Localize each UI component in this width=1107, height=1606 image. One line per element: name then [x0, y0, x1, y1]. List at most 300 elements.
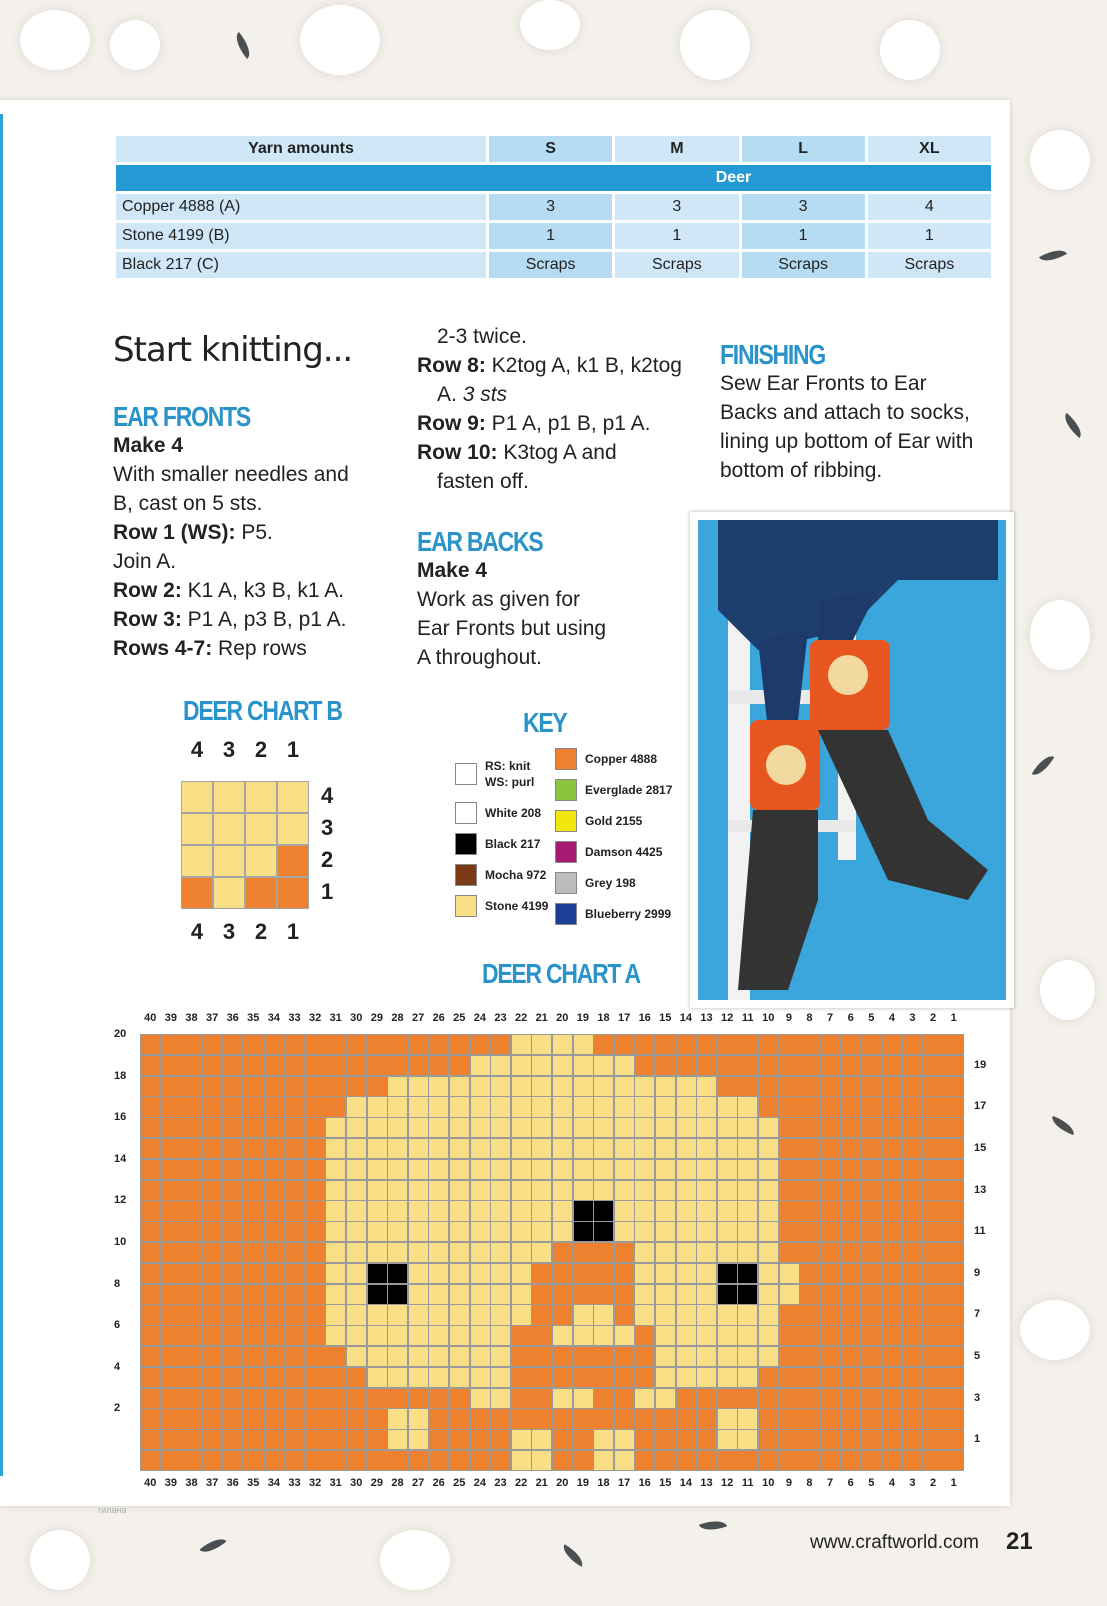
chart-a-cell — [593, 1138, 614, 1159]
chart-a-cell — [902, 1200, 923, 1221]
key-swatch — [555, 779, 577, 801]
chart-a-cell — [840, 1076, 861, 1097]
ear-fronts-section — [113, 402, 383, 663]
chart-a-cell — [428, 1346, 449, 1367]
chart-a-cell — [181, 1242, 202, 1263]
chart-a-cell — [634, 1138, 655, 1159]
chart-a-cell — [305, 1096, 326, 1117]
chart-a-col-label: 3 — [909, 1012, 916, 1024]
key-label — [485, 836, 540, 852]
chart-b-cell — [245, 813, 277, 845]
chart-a-col-label: 19 — [576, 1476, 590, 1489]
chart-a-cell — [428, 1180, 449, 1201]
chart-a-cell — [676, 1408, 697, 1429]
chart-a-cell — [531, 1429, 552, 1450]
chart-a-col-label: 23 — [494, 1476, 507, 1489]
table-cell: Scraps — [868, 252, 991, 278]
chart-a-cell — [840, 1138, 861, 1159]
chart-a-cell — [840, 1117, 861, 1138]
chart-a-cell — [840, 1159, 861, 1180]
chart-a-cell — [943, 1138, 964, 1159]
chart-a-cell — [573, 1200, 594, 1221]
chart-a-cell — [717, 1263, 738, 1284]
chart-a-cell — [346, 1159, 367, 1180]
chart-a-cell — [511, 1450, 532, 1471]
chart-a-cell — [758, 1034, 779, 1055]
chart-a-cell — [428, 1263, 449, 1284]
chart-a-cell — [346, 1450, 367, 1471]
chart-a-cell — [779, 1450, 800, 1471]
chart-a-cell — [140, 1221, 161, 1242]
chart-a-col-label: 37 — [205, 1012, 219, 1024]
chart-b-row-label: 1 — [321, 879, 334, 904]
chart-a-cell — [449, 1367, 470, 1388]
yarn-amounts-table — [113, 133, 994, 281]
chart-a-cell — [614, 1138, 635, 1159]
chart-a-cell — [325, 1325, 346, 1346]
chart-a-cell — [346, 1346, 367, 1367]
chart-a-cell — [243, 1367, 264, 1388]
chart-a-cell — [531, 1096, 552, 1117]
chart-a-cell — [593, 1304, 614, 1325]
chart-a-cell — [346, 1242, 367, 1263]
chart-a-cell — [902, 1367, 923, 1388]
chart-a-cell — [511, 1242, 532, 1263]
chart-a-cell — [676, 1221, 697, 1242]
chart-a-cell — [593, 1180, 614, 1201]
chart-a-cell — [902, 1138, 923, 1159]
chart-a-cell — [222, 1159, 243, 1180]
chart-a-cell — [717, 1346, 738, 1367]
chart-a-cell — [614, 1284, 635, 1305]
chart-a-col-label: 7 — [827, 1476, 834, 1489]
key-item — [455, 758, 534, 790]
chart-a-cell — [882, 1450, 903, 1471]
chart-a-cell — [552, 1325, 573, 1346]
chart-a-cell — [428, 1325, 449, 1346]
chart-a-cell — [758, 1304, 779, 1325]
chart-a-cell — [861, 1325, 882, 1346]
chart-a-cell — [840, 1096, 861, 1117]
chart-a-cell — [367, 1034, 388, 1055]
chart-a-cell — [634, 1117, 655, 1138]
chart-b-col-label: 1 — [286, 919, 300, 944]
chart-a-cell — [593, 1200, 614, 1221]
chart-a-cell — [861, 1221, 882, 1242]
chart-a-cell — [470, 1180, 491, 1201]
chart-a-cell — [531, 1180, 552, 1201]
chart-a-cell — [161, 1055, 182, 1076]
chart-a-cell — [696, 1304, 717, 1325]
chart-a-cell — [222, 1388, 243, 1409]
chart-a-cell — [779, 1263, 800, 1284]
chart-a-cell — [161, 1096, 182, 1117]
chart-a-cell — [923, 1034, 944, 1055]
chart-a-cell — [634, 1180, 655, 1201]
chart-a-cell — [449, 1138, 470, 1159]
chart-a-cell — [161, 1408, 182, 1429]
chart-a-cell — [470, 1450, 491, 1471]
chart-a-col-label: 21 — [535, 1476, 548, 1489]
chart-a-cell — [573, 1408, 594, 1429]
key-item — [455, 864, 546, 886]
key-swatch — [555, 841, 577, 863]
chart-a-cell — [717, 1034, 738, 1055]
chart-a-cell — [552, 1429, 573, 1450]
chart-a-cell — [861, 1138, 882, 1159]
chart-a-cell — [943, 1096, 964, 1117]
chart-a-cell — [799, 1388, 820, 1409]
chart-a-cell — [799, 1408, 820, 1429]
table-cell: 1 — [742, 223, 865, 249]
key-item — [555, 748, 657, 770]
chart-a-cell — [799, 1159, 820, 1180]
chart-a-cell — [305, 1325, 326, 1346]
chart-a-cell — [861, 1346, 882, 1367]
chart-a-cell — [779, 1138, 800, 1159]
chart-a-cell — [305, 1242, 326, 1263]
chart-b-cell — [213, 877, 245, 909]
key-label — [585, 782, 672, 798]
chart-a-cell — [717, 1429, 738, 1450]
chart-a-cell — [840, 1034, 861, 1055]
row-text: With smaller needles and — [113, 463, 349, 486]
chart-a-cell — [737, 1325, 758, 1346]
instruction-line — [417, 380, 707, 409]
chart-a-row-label: 2 — [114, 1402, 121, 1415]
chart-a-cell — [325, 1388, 346, 1409]
chart-a-cell — [284, 1055, 305, 1076]
chart-a-cell — [243, 1263, 264, 1284]
chart-a-cell — [408, 1304, 429, 1325]
chart-a-cell — [181, 1034, 202, 1055]
row-label: Row 3: — [113, 608, 182, 631]
chart-a-col-label: 12 — [720, 1476, 734, 1489]
chart-a-cell — [531, 1055, 552, 1076]
chart-a-cell — [655, 1076, 676, 1097]
chart-a-cell — [264, 1221, 285, 1242]
chart-a-cell — [923, 1284, 944, 1305]
chart-a-cell — [222, 1263, 243, 1284]
finishing-line: Sew Ear Fronts to Ear — [720, 372, 927, 395]
chart-a-col-label: 11 — [741, 1012, 754, 1024]
chart-a-cell — [552, 1367, 573, 1388]
key-label-text: WS: purl — [485, 775, 535, 789]
table-cell: 1 — [489, 223, 612, 249]
chart-a-cell — [305, 1263, 326, 1284]
key-item — [555, 872, 636, 894]
chart-a-cell — [305, 1450, 326, 1471]
chart-a-cell — [552, 1221, 573, 1242]
chart-a-cell — [284, 1429, 305, 1450]
key-swatch — [455, 895, 477, 917]
chart-a-cell — [325, 1117, 346, 1138]
chart-a-cell — [284, 1388, 305, 1409]
chart-a-cell — [428, 1096, 449, 1117]
chart-a-cell — [820, 1325, 841, 1346]
chart-a-cell — [470, 1304, 491, 1325]
chart-a-cell — [882, 1200, 903, 1221]
key-label-text: Damson 4425 — [585, 845, 663, 859]
chart-a-cell — [140, 1450, 161, 1471]
chart-a-cell — [367, 1242, 388, 1263]
chart-a-cell — [676, 1180, 697, 1201]
chart-a-cell — [264, 1367, 285, 1388]
chart-a-cell — [840, 1367, 861, 1388]
table-group-label: Deer — [116, 165, 991, 191]
row-text: K2tog A, k1 B, k2tog — [485, 354, 682, 377]
chart-a-cell — [222, 1096, 243, 1117]
chart-a-cell — [655, 1180, 676, 1201]
chart-a-cell — [284, 1159, 305, 1180]
chart-a-cell — [717, 1284, 738, 1305]
chart-a-cell — [696, 1076, 717, 1097]
chart-a-cell — [408, 1138, 429, 1159]
chart-a-cell — [573, 1304, 594, 1325]
chart-a-cell — [634, 1076, 655, 1097]
chart-a-cell — [696, 1388, 717, 1409]
row-text: P5. — [235, 521, 273, 544]
chart-a-col-label: 8 — [806, 1476, 813, 1489]
chart-a-cell — [449, 1429, 470, 1450]
chart-a-col-label: 8 — [806, 1012, 813, 1024]
chart-a-cell — [222, 1076, 243, 1097]
chart-b-col-label: 4 — [190, 919, 204, 944]
chart-a-cell — [284, 1408, 305, 1429]
key-label-text: Mocha 972 — [485, 868, 547, 882]
chart-a-cell — [779, 1096, 800, 1117]
chart-a-cell — [696, 1221, 717, 1242]
chart-a-cell — [511, 1076, 532, 1097]
chart-a-cell — [490, 1263, 511, 1284]
chart-a-cell — [202, 1304, 223, 1325]
chart-a-cell — [449, 1450, 470, 1471]
chart-a-cell — [779, 1408, 800, 1429]
chart-a-cell — [861, 1076, 882, 1097]
row-label: Rows 4-7: — [113, 637, 213, 660]
chart-a-cell — [140, 1034, 161, 1055]
table-cell: 4 — [868, 194, 991, 220]
ear-backs-line: Ear Fronts but using — [417, 617, 607, 640]
chart-a-cell — [593, 1055, 614, 1076]
chart-a-cell — [779, 1242, 800, 1263]
chart-a-cell — [799, 1034, 820, 1055]
chart-a-cell — [490, 1367, 511, 1388]
chart-a-cell — [634, 1408, 655, 1429]
chart-a-cell — [161, 1284, 182, 1305]
chart-a-cell — [367, 1325, 388, 1346]
chart-a-cell — [676, 1450, 697, 1471]
chart-a-cell — [779, 1325, 800, 1346]
finishing-heading: FINISHING — [720, 339, 826, 370]
chart-a-cell — [861, 1408, 882, 1429]
chart-a-cell — [222, 1450, 243, 1471]
chart-a-cell — [408, 1346, 429, 1367]
chart-a-row-label: 9 — [974, 1266, 981, 1279]
chart-a-cell — [943, 1076, 964, 1097]
chart-a-cell — [573, 1429, 594, 1450]
chart-a-cell — [882, 1242, 903, 1263]
chart-a-cell — [634, 1096, 655, 1117]
chart-a-cell — [655, 1263, 676, 1284]
chart-a-cell — [346, 1221, 367, 1242]
chart-a-cell — [573, 1096, 594, 1117]
chart-a-cell — [840, 1263, 861, 1284]
chart-a-cell — [387, 1388, 408, 1409]
chart-a-cell — [284, 1284, 305, 1305]
chart-a-cell — [861, 1055, 882, 1076]
chart-a-cell — [243, 1180, 264, 1201]
chart-a-col-label: 7 — [827, 1012, 834, 1024]
chart-a-cell — [449, 1180, 470, 1201]
ear-fronts-continued-instructions — [417, 322, 707, 496]
chart-a-cell — [840, 1284, 861, 1305]
chart-a-cell — [470, 1034, 491, 1055]
chart-a-cell — [449, 1159, 470, 1180]
key-label-text: Everglade 2817 — [585, 783, 673, 797]
chart-a-cell — [902, 1076, 923, 1097]
chart-a-cell — [882, 1388, 903, 1409]
chart-a-cell — [202, 1034, 223, 1055]
chart-a-cell — [284, 1304, 305, 1325]
deer-chart-b-title: DEER CHART B — [183, 695, 342, 726]
sock-photo — [690, 512, 1014, 1008]
chart-a-cell — [490, 1096, 511, 1117]
chart-a-cell — [634, 1034, 655, 1055]
chart-a-cell — [923, 1367, 944, 1388]
chart-a-cell — [140, 1242, 161, 1263]
chart-a-cell — [305, 1076, 326, 1097]
chart-a-cell — [140, 1180, 161, 1201]
chart-a-cell — [552, 1388, 573, 1409]
chart-a-col-label: 33 — [288, 1476, 301, 1489]
chart-a-cell — [655, 1388, 676, 1409]
chart-a-cell — [655, 1096, 676, 1117]
chart-a-cell — [531, 1263, 552, 1284]
chart-a-cell — [820, 1429, 841, 1450]
key-label — [585, 906, 671, 922]
key-label-text: White 208 — [485, 806, 542, 820]
chart-a-cell — [943, 1367, 964, 1388]
chart-a-cell — [820, 1200, 841, 1221]
chart-a-col-label: 19 — [576, 1012, 590, 1024]
chart-a-cell — [511, 1180, 532, 1201]
chart-a-cell — [305, 1429, 326, 1450]
chart-a-cell — [779, 1304, 800, 1325]
chart-a-cell — [284, 1034, 305, 1055]
chart-a-cell — [181, 1076, 202, 1097]
chart-a-cell — [758, 1159, 779, 1180]
chart-a-cell — [222, 1200, 243, 1221]
chart-b-cell — [245, 781, 277, 813]
chart-a-col-label: 9 — [785, 1476, 792, 1489]
chart-a-cell — [470, 1388, 491, 1409]
chart-a-cell — [511, 1159, 532, 1180]
chart-a-cell — [943, 1200, 964, 1221]
chart-a-cell — [305, 1138, 326, 1159]
chart-a-col-label: 36 — [226, 1012, 239, 1024]
chart-b-col-label: 3 — [222, 919, 236, 944]
chart-a-cell — [428, 1138, 449, 1159]
chart-a-col-label: 22 — [514, 1476, 528, 1489]
chart-a-cell — [593, 1284, 614, 1305]
chart-a-cell — [470, 1055, 491, 1076]
row-text: P1 A, p3 B, p1 A. — [181, 608, 347, 631]
chart-a-cell — [882, 1034, 903, 1055]
chart-a-cell — [717, 1408, 738, 1429]
chart-a-cell — [161, 1138, 182, 1159]
chart-a-cell — [490, 1055, 511, 1076]
chart-a-cell — [820, 1159, 841, 1180]
chart-a-cell — [346, 1408, 367, 1429]
chart-a-cell — [387, 1304, 408, 1325]
chart-a-cell — [531, 1346, 552, 1367]
chart-a-cell — [840, 1200, 861, 1221]
chart-a-cell — [511, 1304, 532, 1325]
chart-a-cell — [140, 1138, 161, 1159]
chart-a-col-label: 4 — [888, 1476, 895, 1489]
chart-a-cell — [593, 1159, 614, 1180]
chart-a-col-label: 29 — [370, 1012, 384, 1024]
chart-a-cell — [140, 1429, 161, 1450]
chart-a-row-label: 4 — [114, 1360, 121, 1373]
chart-a-cell — [552, 1408, 573, 1429]
chart-a-cell — [161, 1450, 182, 1471]
chart-a-cell — [346, 1096, 367, 1117]
chart-a-cell — [676, 1076, 697, 1097]
key-swatch — [455, 833, 477, 855]
chart-a-cell — [840, 1450, 861, 1471]
chart-a-cell — [655, 1138, 676, 1159]
chart-a-cell — [923, 1346, 944, 1367]
chart-b-col-label: 4 — [190, 737, 204, 762]
chart-a-cell — [552, 1117, 573, 1138]
chart-a-cell — [717, 1325, 738, 1346]
ear-fronts-heading: EAR FRONTS — [113, 401, 250, 432]
chart-a-cell — [758, 1117, 779, 1138]
key-swatch — [555, 748, 577, 770]
chart-a-cell — [202, 1159, 223, 1180]
chart-a-cell — [634, 1200, 655, 1221]
chart-a-col-label: 39 — [164, 1476, 178, 1489]
chart-a-cell — [799, 1325, 820, 1346]
instruction-line — [113, 489, 383, 518]
chart-a-cell — [531, 1138, 552, 1159]
chart-a-cell — [408, 1242, 429, 1263]
chart-a-cell — [140, 1200, 161, 1221]
chart-a-cell — [408, 1180, 429, 1201]
chart-a-cell — [181, 1180, 202, 1201]
finishing-line: bottom of ribbing. — [720, 459, 883, 482]
chart-a-col-label: 38 — [185, 1476, 198, 1489]
chart-a-cell — [676, 1346, 697, 1367]
chart-a-cell — [696, 1034, 717, 1055]
chart-a-cell — [840, 1221, 861, 1242]
chart-a-cell — [511, 1263, 532, 1284]
table-cell: Stone 4199 (B) — [116, 223, 486, 249]
key-label — [485, 867, 546, 883]
chart-a-cell — [387, 1034, 408, 1055]
chart-a-cell — [531, 1034, 552, 1055]
chart-a-cell — [902, 1034, 923, 1055]
chart-a-cell — [161, 1388, 182, 1409]
chart-a-cell — [428, 1429, 449, 1450]
chart-a-cell — [634, 1263, 655, 1284]
chart-a-cell — [902, 1242, 923, 1263]
chart-a-cell — [325, 1180, 346, 1201]
chart-a-cell — [181, 1325, 202, 1346]
chart-a-cell — [737, 1034, 758, 1055]
